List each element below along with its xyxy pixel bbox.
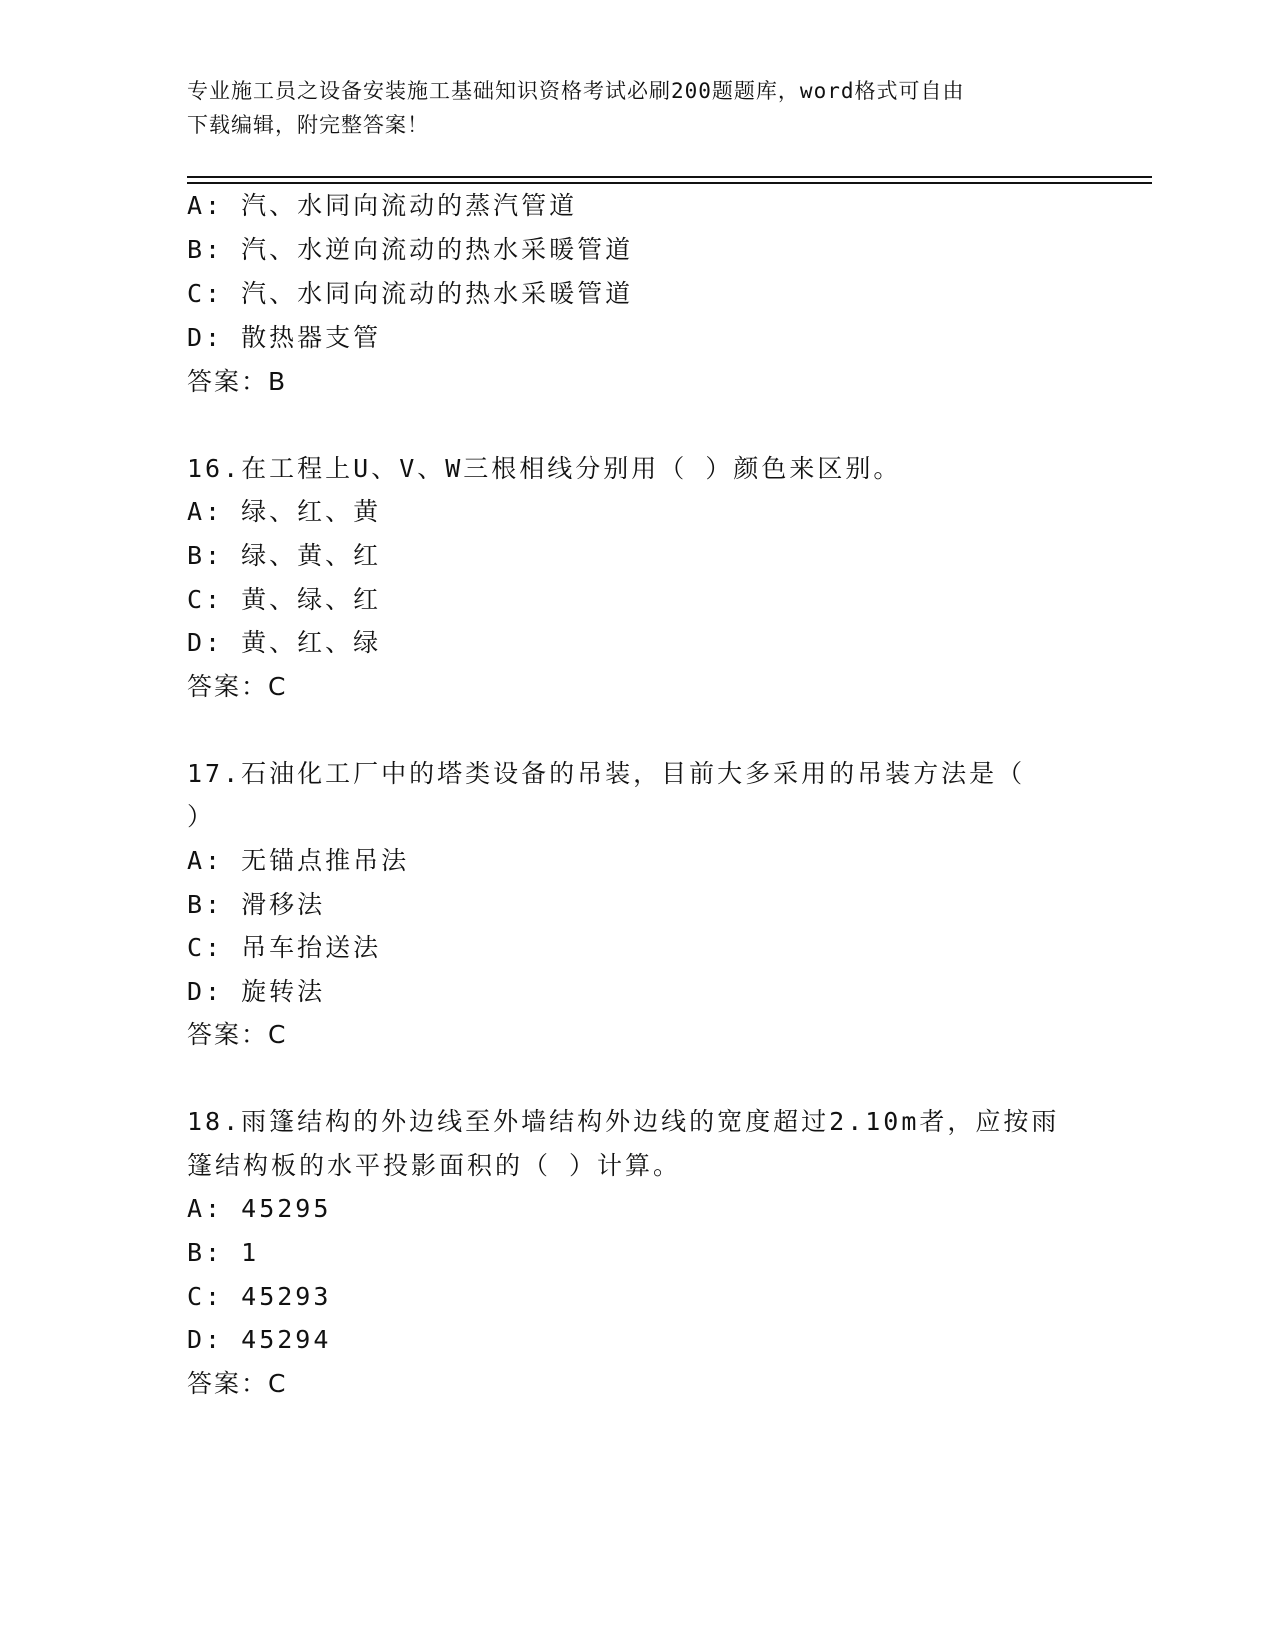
q17-stem-line-2: ） [187,802,216,831]
header-line-2: 下载编辑，附完整答案！ [187,113,429,137]
q18-answer: 答案：C [187,1369,288,1398]
q18-option-d: D: 45294 [187,1325,332,1354]
prev-option-b: B: 汽、水逆向流动的热水采暖管道 [187,235,634,264]
q16-answer: 答案：C [187,672,288,701]
q18-stem-line-2: 篷结构板的水平投影面积的（ ）计算。 [187,1151,682,1180]
prev-option-a: A: 汽、水同向流动的蒸汽管道 [187,191,578,220]
q18-option-a: A: 45295 [187,1194,332,1223]
prev-option-c: C: 汽、水同向流动的热水采暖管道 [187,279,634,308]
q18-option-b: B: 1 [187,1238,260,1267]
prev-answer: 答案：B [187,367,288,396]
q17-option-b: B: 滑移法 [187,890,326,919]
q16-option-b: B: 绿、黄、红 [187,541,382,570]
q17-option-d: D: 旋转法 [187,977,326,1006]
prev-option-d: D: 散热器支管 [187,323,382,352]
header-divider-top [187,176,1152,178]
q16-stem: 16.在工程上U、V、W三根相线分别用（ ）颜色来区别。 [187,454,902,483]
q18-stem-line-1: 18.雨篷结构的外边线至外墙结构外边线的宽度超过2.10m者，应按雨 [187,1107,1060,1136]
q17-stem-line-1: 17.石油化工厂中的塔类设备的吊装，目前大多采用的吊装方法是（ [187,759,1026,788]
q18-option-c: C: 45293 [187,1282,332,1311]
q17-option-c: C: 吊车抬送法 [187,933,382,962]
header-divider-bottom [187,182,1152,184]
q16-option-a: A: 绿、红、黄 [187,497,382,526]
q16-option-d: D: 黄、红、绿 [187,628,382,657]
header-line-1: 专业施工员之设备安装施工基础知识资格考试必刷200题题库，word格式可自由 [187,79,965,103]
q17-option-a: A: 无锚点推吊法 [187,846,410,875]
document-header [187,74,1087,142]
q16-option-c: C: 黄、绿、红 [187,585,382,614]
q17-answer: 答案：C [187,1020,288,1049]
